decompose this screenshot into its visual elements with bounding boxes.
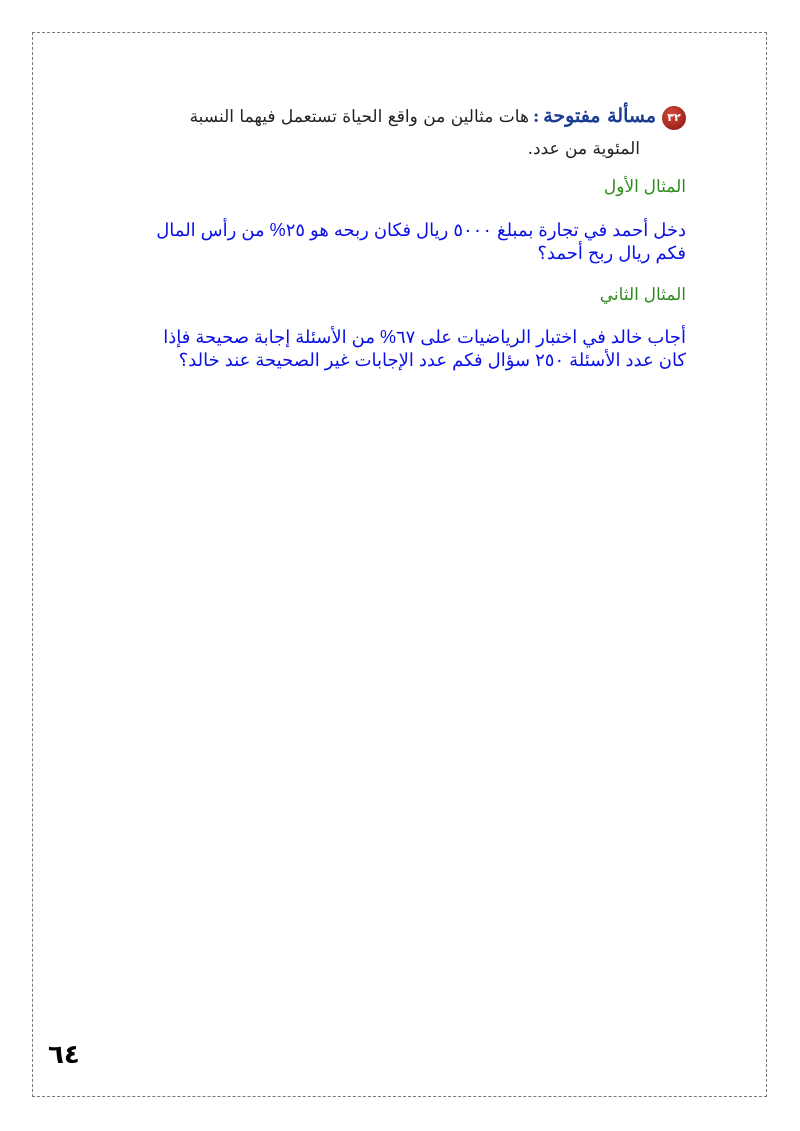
question-number-badge: ٣٢ bbox=[662, 106, 686, 130]
example-2-heading: المثال الثاني bbox=[599, 285, 686, 304]
question-line-1 bbox=[140, 100, 686, 133]
example-1-heading: المثال الأول bbox=[603, 177, 686, 196]
question-label: مسألة مفتوحة bbox=[543, 105, 656, 127]
page-number: ٦٤ bbox=[48, 1040, 80, 1070]
question-separator: : bbox=[532, 107, 540, 127]
example-2-text: أجاب خالد في اختبار الرياضيات على ٦٧% من الأسئلة إجابة صحيحة فإذا كان عدد الأسئلة ٢٥٠ سؤال فكم عدد الإجابات غير الصحيحة عند خالد؟ bbox=[163, 327, 686, 370]
example-1-text: دخل أحمد في تجارة بمبلغ ٥٠٠٠ ريال فكان ربحه هو ٢٥% من رأس المال فكم ريال ربح أحمد؟ bbox=[156, 220, 686, 263]
question-text-line-2: المئوية من عدد. bbox=[527, 139, 640, 159]
question-text-line-1: هات مثالين من واقع الحياة تستعمل فيهما النسبة bbox=[189, 107, 529, 127]
question-block bbox=[140, 100, 686, 165]
